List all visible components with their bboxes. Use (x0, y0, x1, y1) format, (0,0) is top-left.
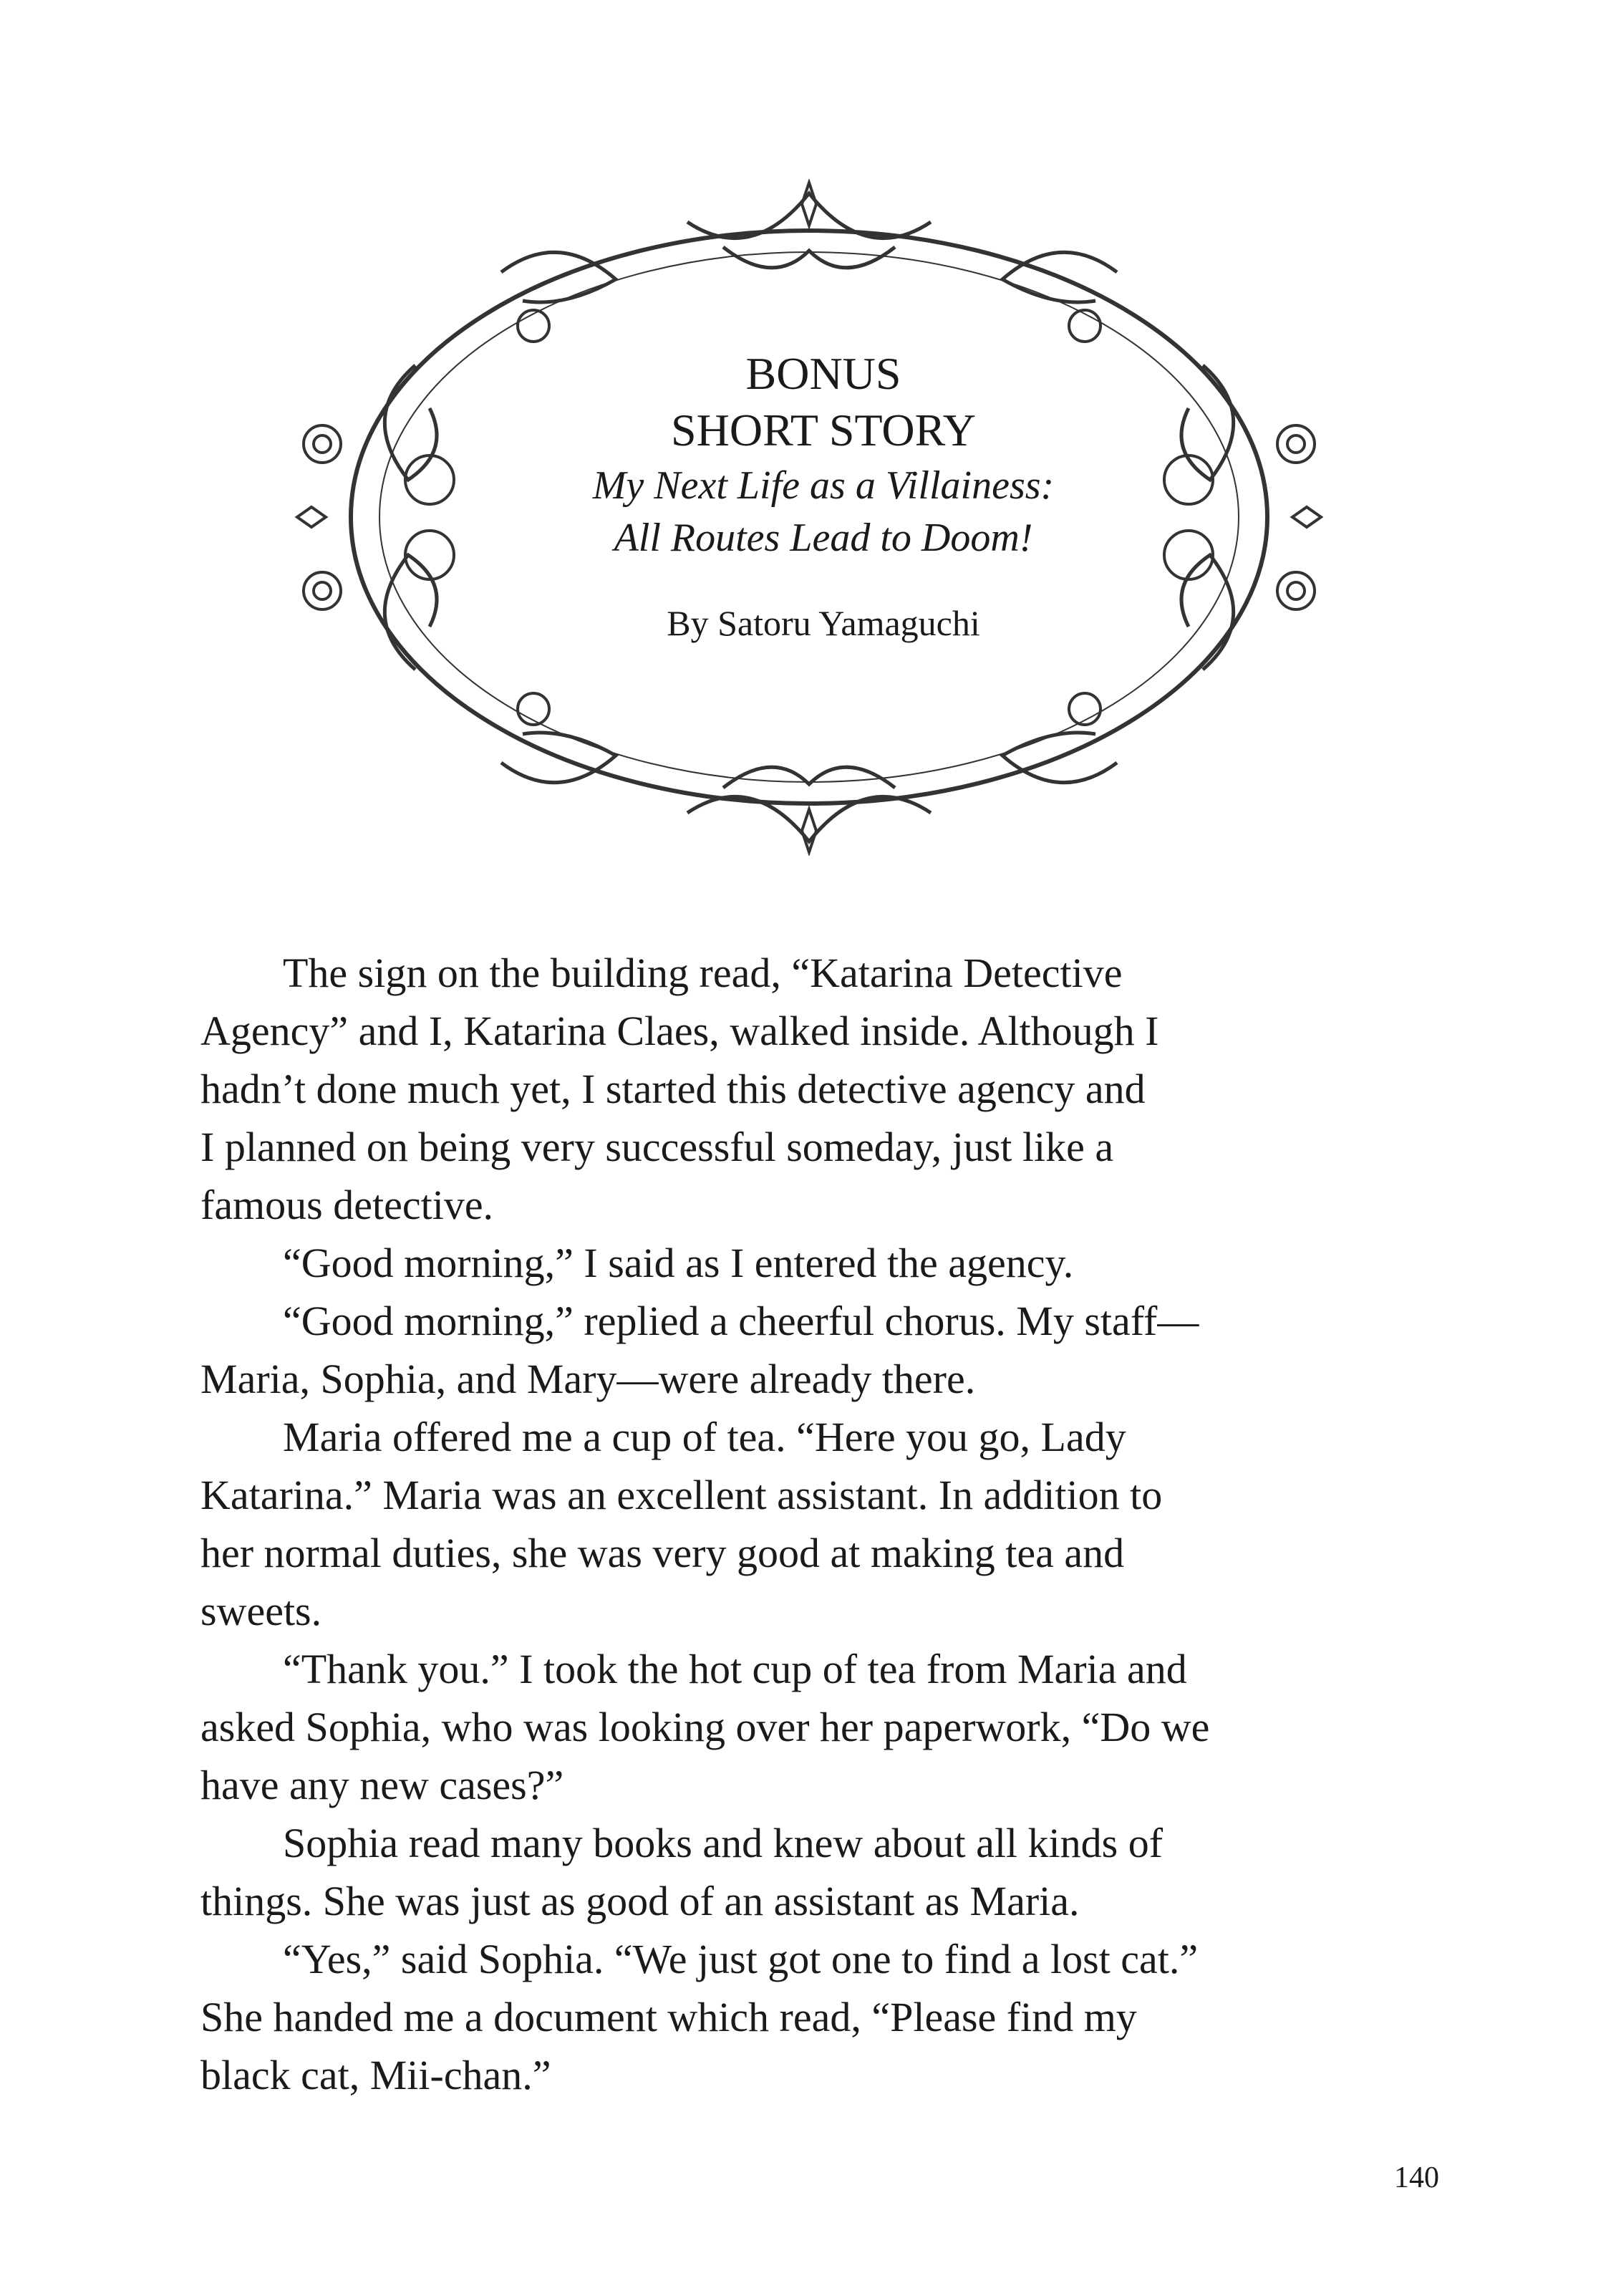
paragraph (200, 1292, 1461, 1408)
text-line: hadn’t done much yet, I started this detective agency and (200, 1066, 1146, 1112)
text-line: Sophia read many books and knew about all kinds of (283, 1820, 1164, 1866)
page-number: 140 (1394, 2161, 1439, 2194)
subtitle-line-2: All Routes Lead to Doom! (614, 516, 1033, 560)
text-line: I planned on being very successful someday, just like a (200, 1124, 1114, 1170)
text-line: “Yes,” said Sophia. “We just got one to find a lost cat.” (283, 1936, 1199, 1982)
title-short-story: SHORT STORY (671, 405, 976, 455)
subtitle-line-1: My Next Life as a Villainess: (592, 463, 1055, 508)
paragraph (200, 944, 1461, 1234)
author-byline: By Satoru Yamaguchi (667, 603, 980, 643)
text-line: Katarina.” Maria was an excellent assistant. In addition to (200, 1472, 1163, 1518)
text-line: “Good morning,” replied a cheerful chorus. My staff— (283, 1298, 1199, 1344)
text-line: Agency” and I, Katarina Claes, walked inside. Although I (200, 1008, 1159, 1054)
text-line: things. She was just as good of an assistant as Maria. (200, 1878, 1080, 1924)
paragraph (200, 1408, 1461, 1640)
text-line: The sign on the building read, “Katarina Detective (283, 950, 1123, 996)
text-line: black cat, Mii-chan.” (200, 2052, 551, 2098)
text-line: Maria, Sophia, and Mary—were already there. (200, 1356, 976, 1402)
text-line: have any new cases?” (200, 1762, 564, 1808)
title-bonus: BONUS (745, 348, 901, 399)
paragraph (200, 1930, 1461, 2104)
text-line: Maria offered me a cup of tea. “Here you go, Lady (283, 1414, 1126, 1460)
text-line: She handed me a document which read, “Please find my (200, 1994, 1137, 2040)
text-line: asked Sophia, who was looking over her paperwork, “Do we (200, 1704, 1210, 1750)
story-body (200, 944, 1461, 2104)
text-line: sweets. (200, 1588, 322, 1634)
text-line: famous detective. (200, 1182, 494, 1228)
paragraph (200, 1234, 1461, 1292)
text-line: her normal duties, she was very good at making tea and (200, 1530, 1125, 1576)
paragraph (200, 1814, 1461, 1930)
text-line: “Thank you.” I took the hot cup of tea from Maria and (283, 1646, 1187, 1692)
text-line: “Good morning,” I said as I entered the agency. (283, 1240, 1074, 1286)
paragraph (200, 1640, 1461, 1814)
